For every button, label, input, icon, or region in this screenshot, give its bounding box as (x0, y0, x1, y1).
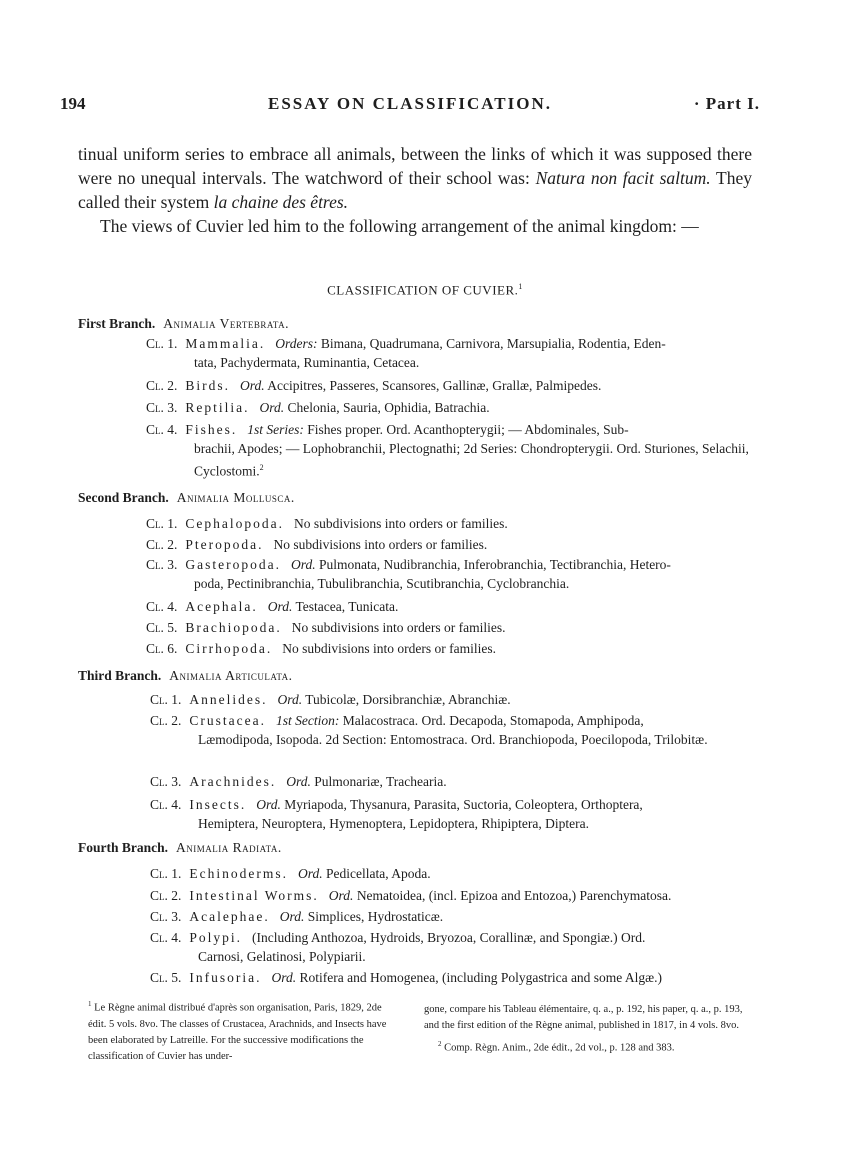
branch-heading (78, 668, 293, 684)
class-name: Insects. (189, 797, 247, 812)
branch-label: Fourth Branch. (78, 840, 169, 855)
class-tag: Ord. (298, 866, 323, 881)
class-continuation: tata, Pachydermata, Ruminantia, Cetacea. (194, 355, 420, 370)
branch-name: Animalia Radiata. (176, 840, 282, 855)
class-name: Acalephae. (189, 909, 270, 924)
class-tag: Ord. (286, 774, 311, 789)
class-entry (150, 928, 752, 966)
quote-latin: Natura non facit saltum. (535, 168, 711, 188)
class-text: Rotifera and Homogenea, (including Polygastrica and some Algæ.) (296, 970, 663, 985)
class-number: Cl. 5. (150, 970, 182, 985)
class-number: Cl. 2. (146, 378, 178, 393)
branch-label: Second Branch. (78, 490, 169, 505)
class-entry (146, 334, 752, 372)
class-text: Fishes proper. Ord. Acanthopterygii; — Abdominales, Sub- (303, 422, 629, 437)
class-tag: 1st Section: (276, 713, 340, 728)
class-number: Cl. 1. (150, 866, 182, 881)
class-text: Pulmonata, Nudibranchia, Inferobranchia, Tectibranchia, Hetero- (315, 557, 671, 572)
footnote-right: gone, compare his Tableau élémentaire, q. a., p. 192, his paper, q. a., p. 193, and the first edition of the Règne animal, published in 1817, in 4 vols. 8vo. $^2$ Comp. Règn. Anim., 2de édit., 2d vol., p. 128 and 383. (424, 1002, 750, 1057)
class-name: Birds. (185, 378, 231, 393)
class-number: Cl. 1. (146, 336, 178, 351)
class-entry (150, 907, 752, 926)
class-text: Accipitres, Passeres, Scansores, Gallinæ, Grallæ, Palmipedes. (264, 378, 602, 393)
class-number: Cl. 3. (150, 774, 182, 789)
class-text: Simplices, Hydrostaticæ. (304, 909, 444, 924)
class-number: Cl. 3. (146, 557, 178, 572)
class-continuation: brachii, Apodes; — Lophobranchii, Plectognathi; 2d Series: Chondropterygii. Ord. Sturiones, Selachii, Cyclostomi.$^2$ (194, 441, 749, 479)
class-tag: Ord. (328, 888, 354, 903)
class-entry (150, 690, 752, 709)
class-text: No subdivisions into orders or families. (273, 537, 488, 552)
class-tag: Ord. (259, 400, 285, 415)
class-text: Malacostraca. Ord. Decapoda, Stomapoda, Amphipoda, (339, 713, 644, 728)
running-header (60, 94, 760, 116)
class-name: Pteropoda. (185, 537, 264, 552)
footnote-ref: 1 (518, 282, 523, 291)
class-entry (146, 420, 752, 481)
class-continuation: Carnosi, Gelatinosi, Polypiarii. (198, 949, 366, 964)
class-entry (146, 398, 752, 417)
branch-label: First Branch. (78, 316, 156, 331)
class-text: Testacea, Tunicata. (292, 599, 399, 614)
class-name: Reptilia. (185, 400, 250, 415)
class-name: Polypi. (189, 930, 243, 945)
class-name: Intestinal Worms. (189, 888, 319, 903)
class-tag: Ord. (256, 797, 281, 812)
class-name: Arachnides. (189, 774, 277, 789)
class-number: Cl. 4. (150, 930, 182, 945)
branch-heading (78, 316, 289, 332)
class-entry (150, 886, 752, 905)
class-name: Cirrhopoda. (185, 641, 273, 656)
class-name: Fishes. (185, 422, 238, 437)
class-entry (150, 772, 752, 791)
quote-french: la chaine des êtres. (213, 192, 349, 212)
class-number: Cl. 6. (146, 641, 178, 656)
class-tag: Ord. (279, 909, 305, 924)
part-label: · Part I. (693, 94, 760, 113)
class-number: Cl. 4. (146, 599, 178, 614)
class-tag: Ord. (291, 557, 316, 572)
class-number: Cl. 1. (150, 692, 182, 707)
branch-name: Animalia Articulata. (169, 668, 293, 683)
class-number: Cl. 1. (146, 516, 178, 531)
class-number: Cl. 2. (150, 713, 182, 728)
class-entry (146, 376, 752, 395)
footnote-ref: 2 (259, 463, 264, 472)
class-text: Myriapoda, Thysanura, Parasita, Suctoria, Coleoptera, Orthoptera, (280, 797, 643, 812)
class-entry (150, 968, 752, 987)
class-number: Cl. 2. (146, 537, 178, 552)
class-text: Chelonia, Sauria, Ophidia, Batrachia. (284, 400, 490, 415)
branch-name: Animalia Vertebrata. (163, 316, 289, 331)
running-title: ESSAY ON CLASSIFICATION. (267, 94, 553, 113)
page-number: 194 (60, 94, 86, 113)
class-entry (146, 618, 752, 637)
class-tag: 1st Series: (247, 422, 304, 437)
class-entry (146, 597, 752, 616)
class-continuation: Hemiptera, Neuroptera, Hymenoptera, Lepidoptera, Rhipiptera, Diptera. (198, 816, 589, 831)
class-name: Annelides. (189, 692, 268, 707)
footnote-left: $^1$ Le Règne animal distribué d'après son organisation, Paris, 1829, 2de édit. 5 vols. 8vo. The classes of Crustacea, Arachnids, and Insects have been elaborated by Latreille. For the successive modifications the classification of Cuvier has under- (88, 1000, 387, 1062)
branch-heading (78, 840, 282, 856)
class-number: Cl. 3. (146, 400, 178, 415)
class-tag: Ord. (271, 970, 297, 985)
class-text: Nematoidea, (incl. Epizoa and Entozoa,) Parenchymatosa. (353, 888, 672, 903)
class-text: No subdivisions into orders or families. (282, 641, 496, 656)
intro-paragraph-1: tinual uniform series to embrace all animals, between the links of which it was supposed there were no unequal intervals. The watchword of their school was: Natura non facit saltum. They called their system la chaine des êtres. (78, 144, 752, 212)
class-tag: Ord. (277, 692, 303, 707)
class-continuation: poda, Pectinibranchia, Tubulibranchia, Scutibranchia, Cyclobranchia. (194, 576, 570, 591)
class-name: Gasteropoda. (185, 557, 281, 572)
class-entry (146, 555, 752, 593)
class-entry (146, 514, 752, 533)
class-name: Echinoderms. (189, 866, 288, 881)
class-text: No subdivisions into orders or families. (291, 620, 506, 635)
class-tag: Ord. (267, 599, 293, 614)
intro-paragraph-2: The views of Cuvier led him to the following arrangement of the animal kingdom: — (100, 216, 699, 236)
class-name: Acephala. (185, 599, 258, 614)
class-text: No subdivisions into orders or families. (294, 516, 508, 531)
class-name: Crustacea. (189, 713, 266, 728)
branch-heading (78, 490, 295, 506)
class-number: Cl. 3. (150, 909, 182, 924)
class-entry (150, 795, 752, 833)
class-text: Tubicolæ, Dorsibranchiæ, Abranchiæ. (302, 692, 511, 707)
class-continuation: Læmodipoda, Isopoda. 2d Section: Entomostraca. Ord. Branchiopoda, Poecilopoda, Trilobitæ. (198, 732, 708, 747)
class-number: Cl. 4. (150, 797, 182, 812)
class-entry (150, 864, 752, 883)
class-name: Cephalopoda. (185, 516, 284, 531)
class-name: Infusoria. (189, 970, 262, 985)
class-text: (Including Anthozoa, Hydroids, Bryozoa, Corallinæ, and Spongiæ.) Ord. (252, 930, 646, 945)
branch-label: Third Branch. (78, 668, 162, 683)
class-number: Cl. 5. (146, 620, 178, 635)
class-entry (150, 711, 752, 749)
intro-text (78, 142, 752, 238)
branch-name: Animalia Mollusca. (176, 490, 295, 505)
class-text: Bimana, Quadrumana, Carnivora, Marsupialia, Rodentia, Eden- (317, 336, 666, 351)
class-text: Pedicellata, Apoda. (322, 866, 431, 881)
class-text: Pulmonariæ, Trachearia. (310, 774, 447, 789)
class-name: Mammalia. (185, 336, 266, 351)
class-entry (146, 535, 752, 554)
classification-title: CLASSIFICATION OF CUVIER.$^1$ (327, 282, 523, 298)
class-tag: Orders: (275, 336, 318, 351)
footnote-2: $^2$ Comp. Règn. Anim., 2de édit., 2d vol., p. 128 and 383. (438, 1040, 675, 1054)
class-name: Brachiopoda. (185, 620, 282, 635)
class-entry (146, 639, 752, 658)
class-number: Cl. 2. (150, 888, 182, 903)
class-tag: Ord. (240, 378, 265, 393)
class-number: Cl. 4. (146, 422, 178, 437)
